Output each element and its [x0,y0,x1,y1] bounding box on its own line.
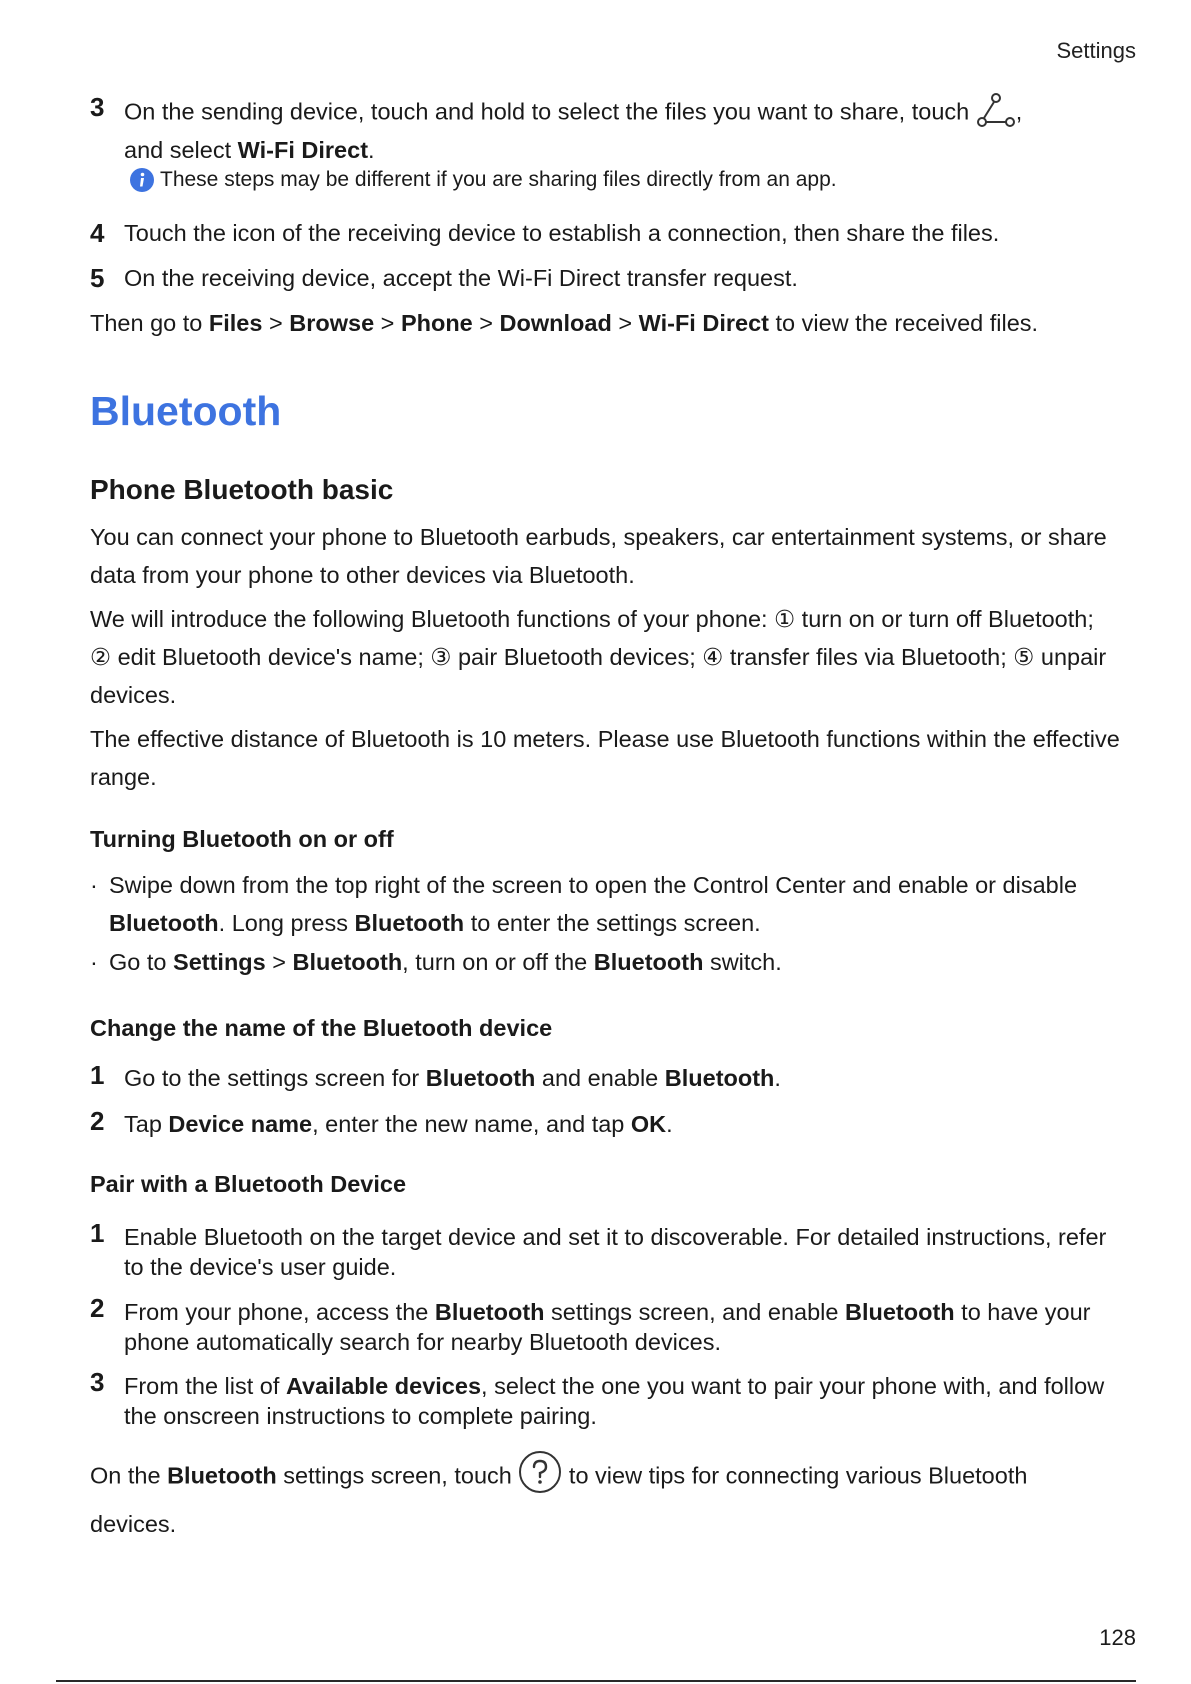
step-number: 3 [90,1367,105,1397]
intro-paragraph: You can connect your phone to Bluetooth earbuds, speakers, car entertainment systems, or share data from your phone to other devices via Bluetooth. [90,524,1107,588]
bullet-item: · Swipe down from the top right of the screen to open the Control Center and enable or disable Bluetooth. Long press Bluetooth to enter the settings screen. [90,872,1078,936]
intro-paragraph: The effective distance of Bluetooth is 10 meters. Please use Bluetooth functions within the effective range. [90,726,1120,790]
info-icon [130,168,154,192]
step-number: 5 [90,263,105,293]
share-icon [976,92,1016,135]
subheading: Turning Bluetooth on or off [90,826,394,852]
step-number: 1 [90,1218,105,1248]
footer-divider [56,1680,1136,1682]
subheading: Pair with a Bluetooth Device [90,1171,407,1197]
step-text: On the receiving device, accept the Wi-Fi Direct transfer request. [124,265,798,291]
section-title: Bluetooth [90,388,282,434]
step-text: From your phone, access the Bluetooth settings screen, and enable Bluetooth to have your phone automatically search for nearby Bluetooth devices. [124,1299,1091,1355]
info-note: These steps may be different if you are sharing files directly from an app. [130,165,837,195]
step-text: On the sending device, touch and hold to select the files you want to share, touch , and select Wi-Fi Direct. [124,92,1114,165]
step-number: 2 [90,1293,105,1323]
received-files-path: Then go to Files > Browse > Phone > Download > Wi-Fi Direct to view the received files. [90,310,1039,336]
tips-paragraph: On the Bluetooth settings screen, touch to view tips for connecting various Bluetooth devices. [90,1450,1120,1543]
intro-paragraph: We will introduce the following Bluetooth functions of your phone: ① turn on or turn off Bluetooth; ② edit Bluetooth device's name; ③ pair Bluetooth devices; ④ transfer files via Bluetooth; ⑤ unpair devices. [90,606,1107,708]
subsection-title: Phone Bluetooth basic [90,474,394,505]
running-header: Settings [1056,38,1136,63]
help-icon [518,1450,562,1505]
step-number: 4 [90,218,105,248]
step-number: 1 [90,1060,105,1090]
step-number: 3 [90,92,105,122]
step-text: From the list of Available devices, select the one you want to pair your phone with, and follow the onscreen instructions to complete pairing. [124,1373,1105,1429]
page-number: 128 [1099,1625,1136,1650]
subheading: Change the name of the Bluetooth device [90,1015,553,1041]
step-text: Tap Device name, enter the new name, and tap OK. [124,1111,673,1137]
step-number: 2 [90,1106,105,1136]
step-text: Touch the icon of the receiving device to establish a connection, then share the files. [124,220,1000,246]
step-text: Enable Bluetooth on the target device and set it to discoverable. For detailed instructions, refer to the device's user guide. [124,1224,1107,1280]
step-text: Go to the settings screen for Bluetooth and enable Bluetooth. [124,1065,781,1091]
bullet-item: · Go to Settings > Bluetooth, turn on or off the Bluetooth switch. [90,949,782,975]
